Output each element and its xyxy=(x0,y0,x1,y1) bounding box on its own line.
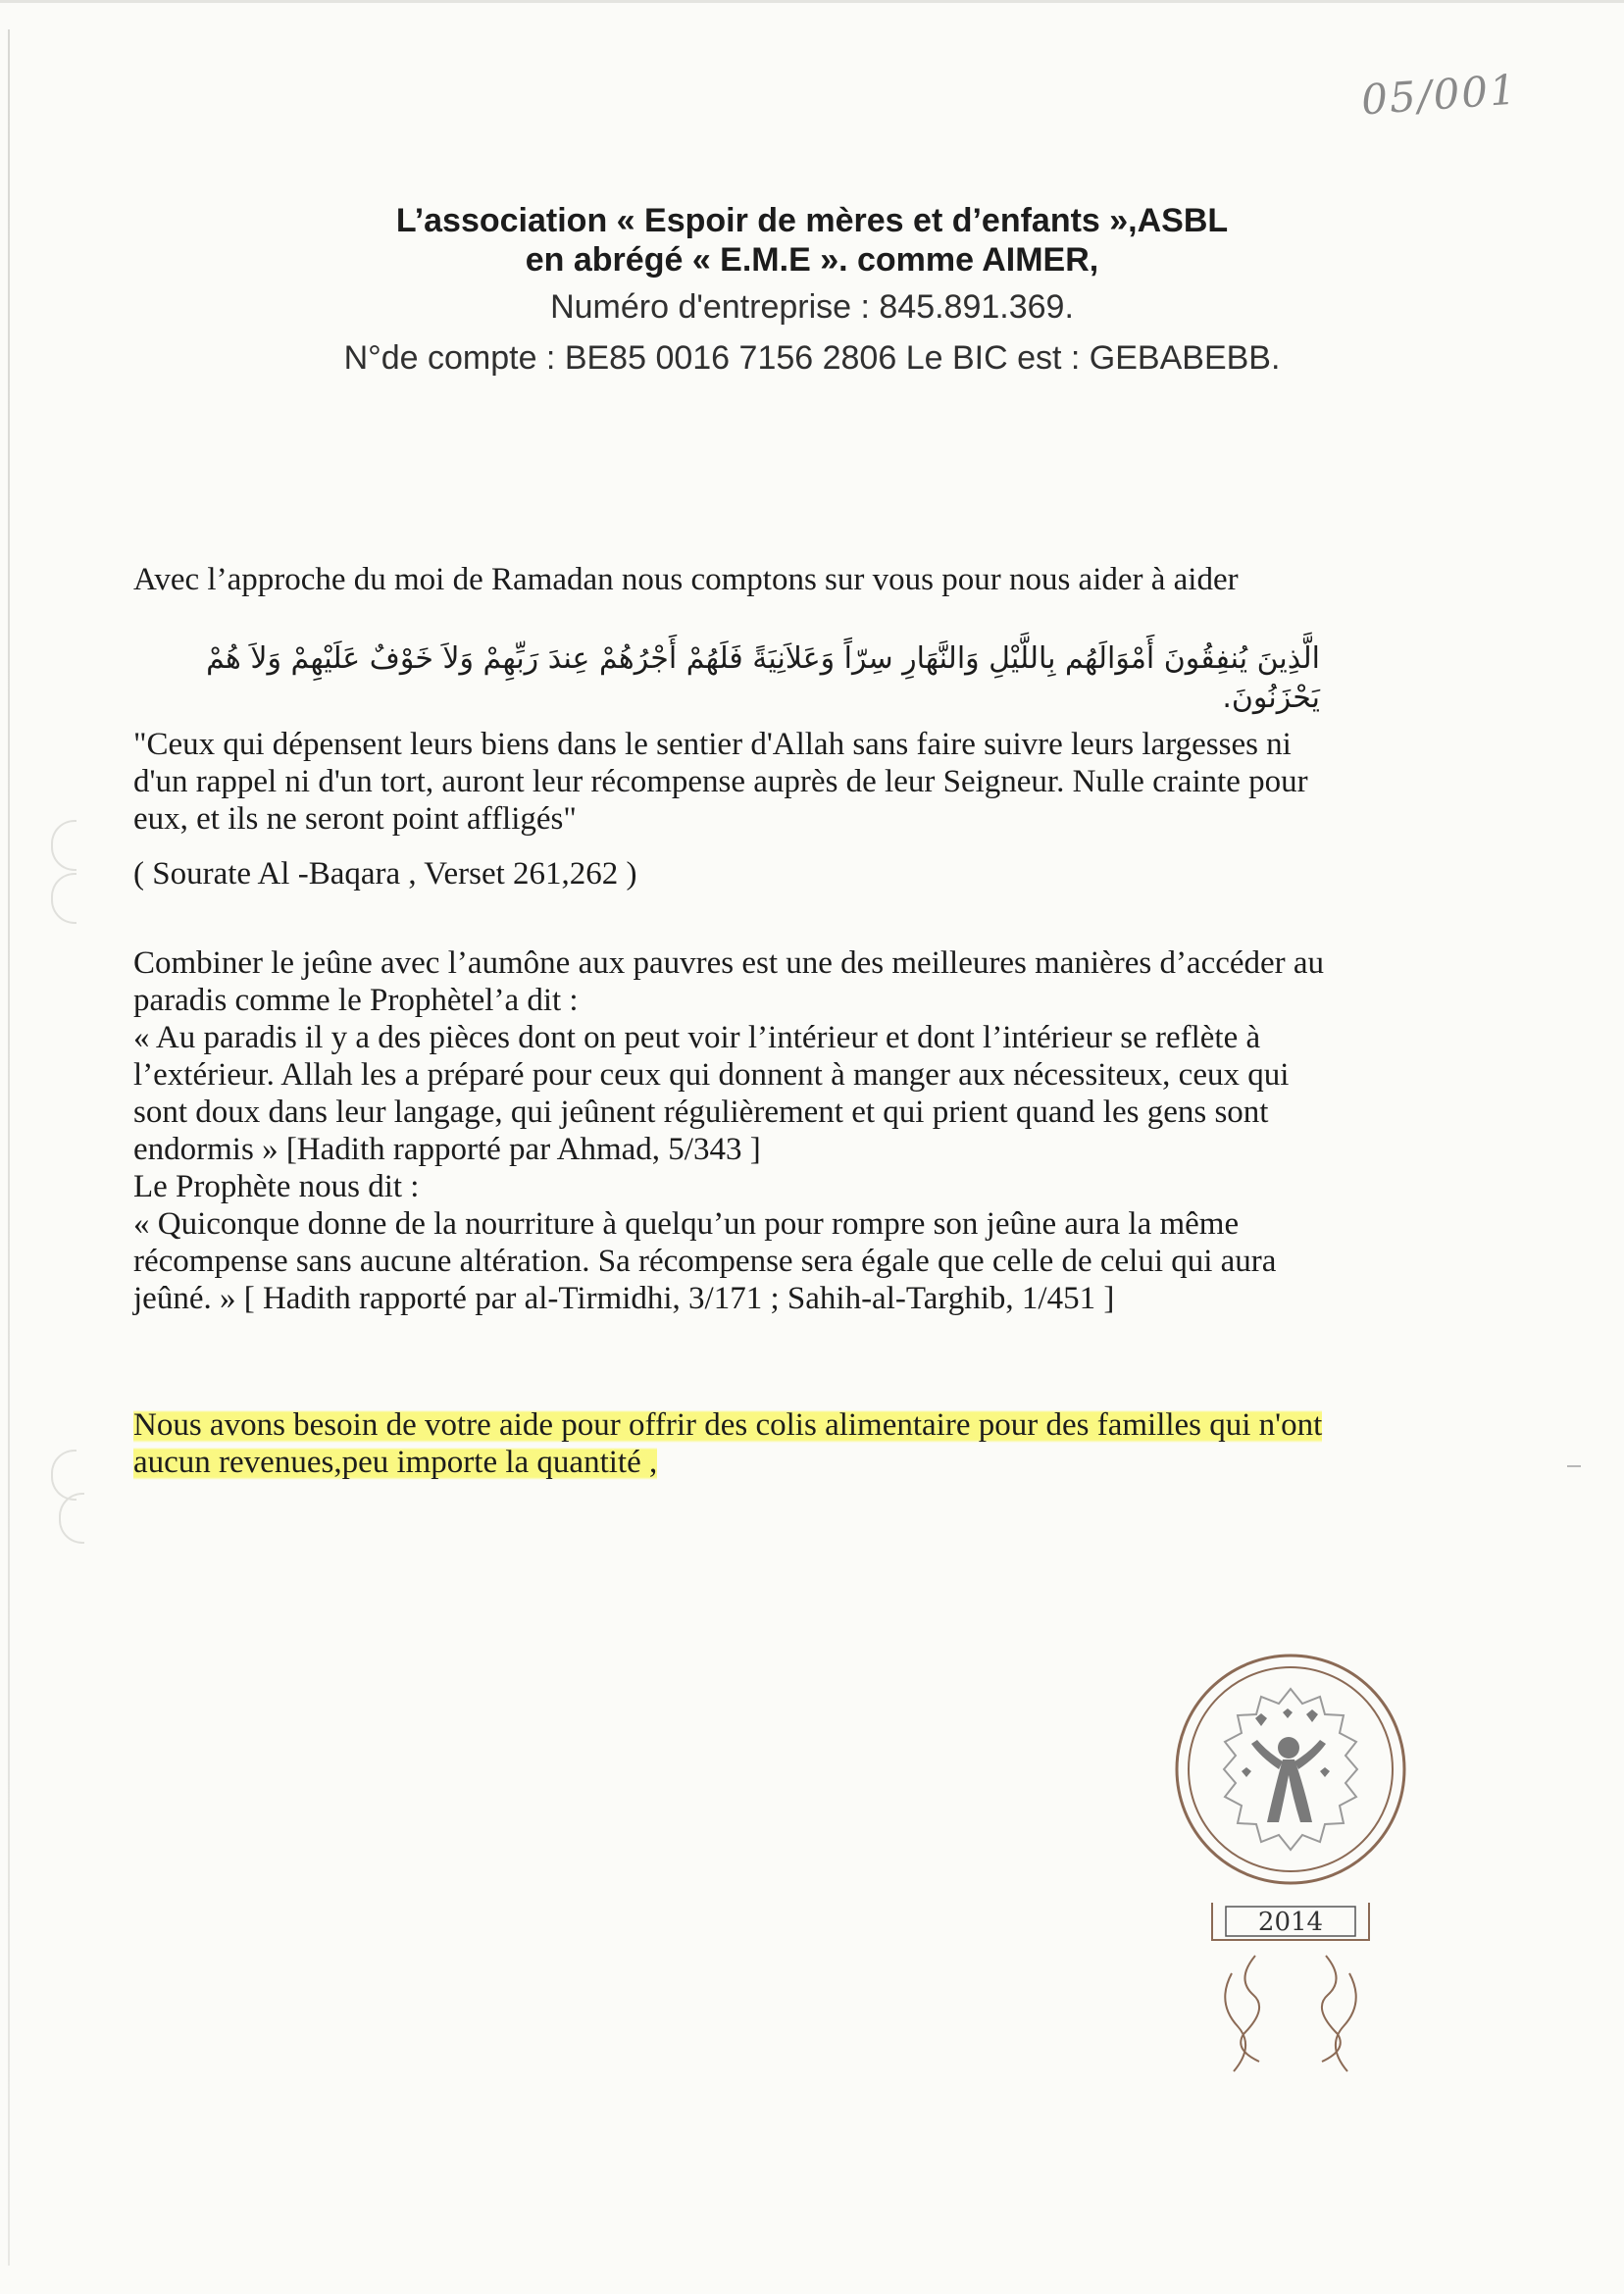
scan-edge-top xyxy=(0,0,1624,3)
hadith-line: paradis comme le Prophètel’a dit : xyxy=(133,983,579,1018)
verse-translation xyxy=(133,726,1506,838)
sourate-reference: ( Sourate Al -Baqara , Verset 261,262 ) xyxy=(133,856,637,892)
hadith-line: « Au paradis il y a des pièces dont on peut voir l’intérieur et dont l’intérieur se reflète à xyxy=(133,1020,1261,1055)
highlighted-text: Nous avons besoin de votre aide pour offrir des colis alimentaire pour des familles qui n'ont xyxy=(133,1407,1323,1443)
association-name: L’association « Espoir de mères et d’enfants »,ASBL xyxy=(395,202,1229,239)
association-abbreviation: en abrégé « E.M.E ». comme AIMER, xyxy=(525,241,1099,279)
verse-translation-line: eux, et ils ne seront point affligés" xyxy=(133,801,577,837)
bank-account: N°de compte : BE85 0016 7156 2806 Le BIC est : GEBABEBB. xyxy=(343,339,1281,377)
donation-request xyxy=(133,1406,1506,1481)
verse-translation-line: "Ceux qui dépensent leurs biens dans le sentier d'Allah sans faire suivre leurs largesses ni xyxy=(133,727,1292,762)
intro-paragraph: Avec l’approche du moi de Ramadan nous comptons sur vous pour nous aider à aider xyxy=(133,562,1239,597)
hadith-line: endormis » [Hadith rapporté par Ahmad, 5/343 ] xyxy=(133,1132,761,1167)
hadith-paragraph xyxy=(133,944,1506,1317)
punch-hole-mark xyxy=(51,820,76,871)
punch-hole-mark xyxy=(59,1493,84,1544)
punch-hole-mark xyxy=(51,1450,76,1501)
hadith-line: « Quiconque donne de la nourriture à quelqu’un pour rompre son jeûne aura la même xyxy=(133,1206,1240,1242)
arabic-verse: الَّذِينَ يُنفِقُونَ أَمْوَالَهُم بِاللَّيْلِ وَالنَّهَارِ سِرّاً وَعَلاَنِيَةً فَلَهُمْ أَجْرُهُمْ عِندَ رَبِّهِمْ وَلاَ خَوْفٌ عَلَيْهِمْ وَلاَ هُمْ يَحْزَنُونَ. xyxy=(206,641,1320,715)
hadith-line: l’extérieur. Allah les a préparé pour ceux qui donnent à manger aux nécessiteux, ceux qui xyxy=(133,1057,1290,1093)
letter-header xyxy=(196,201,1428,383)
hadith-line: sont doux dans leur langage, qui jeûnent régulièrement et qui prient quand les gens sont xyxy=(133,1095,1269,1130)
verse-translation-line: d'un rappel ni d'un tort, auront leur récompense auprès de leur Seigneur. Nulle crainte pour xyxy=(133,764,1308,799)
association-seal xyxy=(1173,1650,1408,2081)
company-number: Numéro d'entreprise : 845.891.369. xyxy=(550,288,1074,326)
hadith-line: Combiner le jeûne avec l’aumône aux pauvres est une des meilleures manières d’accéder au xyxy=(133,945,1325,981)
hadith-line: récompense sans aucune altération. Sa récompense sera égale que celle de celui qui aura xyxy=(133,1244,1277,1279)
scan-dash-mark xyxy=(1567,1465,1581,1467)
handwritten-reference: 05/001 xyxy=(1359,65,1520,125)
punch-hole-mark xyxy=(51,873,76,924)
hadith-line: Le Prophète nous dit : xyxy=(133,1169,420,1204)
hadith-line: jeûné. » [ Hadith rapporté par al-Tirmidhi, 3/171 ; Sahih-al-Targhib, 1/451 ] xyxy=(133,1281,1115,1316)
seal-logo-icon xyxy=(1173,1650,1408,2081)
highlighted-text: aucun revenues,peu importe la quantité , xyxy=(133,1445,658,1480)
scan-edge-left xyxy=(8,29,10,2266)
seal-year: 2014 xyxy=(1257,1908,1324,1937)
